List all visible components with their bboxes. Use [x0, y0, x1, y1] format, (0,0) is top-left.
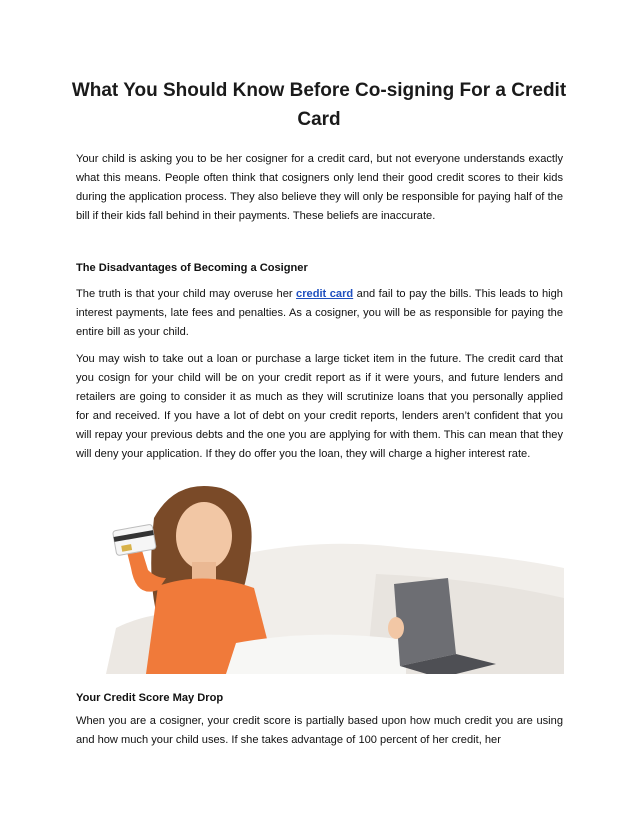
overuse-text-end: and fail to pay the bills. This leads to high interest payments, late fees and penalties. As a cosigner, you will be as responsible for paying the entire bill as your child. [76, 288, 563, 338]
overuse-text-start: The truth is that your child may overuse her [76, 288, 297, 300]
document-title: What You Should Know Before Co-signing For a Credit Card [71, 80, 567, 130]
loan-paragraph: You may wish to take out a loan or purchase a large ticket item in the future. The credit card that you cosign for your child will be on your credit report as if it were yours, and future lenders and retailers are going to consider it as much as they will scrutinize loans that you personally applied for and received. If you have a lot of debt on your credit reports, lenders aren’t confident that you will repay your previous debts and the one you are applying for with them. This can mean that they will deny your application. If they do offer you the loan, they will charge a higher interest rate. [76, 353, 563, 460]
woman-with-credit-card-photo [76, 478, 564, 674]
credit-card-link[interactable]: credit card [296, 288, 354, 300]
credit-score-paragraph: When you are a cosigner, your credit score is partially based upon how much credit you are using and how much your child uses. If she takes advantage of 100 percent of her credit, her [76, 715, 563, 746]
intro-paragraph: Your child is asking you to be her cosigner for a credit card, but not everyone understands exactly what this means. People often think that cosigners only lend their good credit scores to their kids during the application process. They also believe they will only be responsible for paying half of the bill if their kids fall behind in their payments. These beliefs are inaccurate. [76, 153, 563, 222]
section-heading-disadvantages: The Disadvantages of Becoming a Cosigner [76, 262, 308, 274]
section-heading-credit-score: Your Credit Score May Drop [76, 692, 224, 704]
overuse-paragraph [76, 285, 563, 342]
